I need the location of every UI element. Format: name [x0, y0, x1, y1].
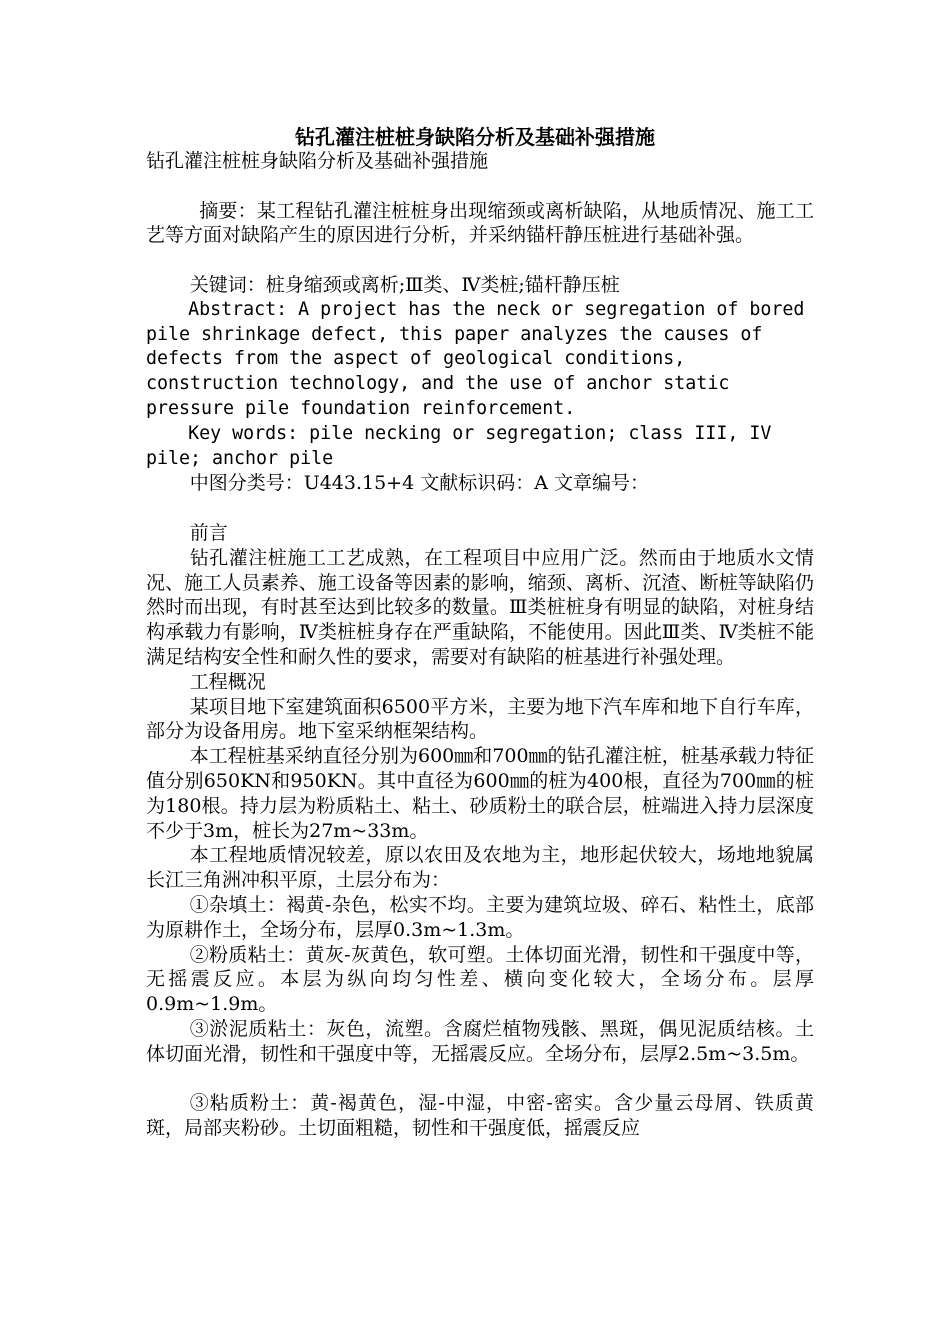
soil-layer-4: ③粘质粉土：黄-褐黄色，湿-中湿，中密-密实。含少量云母屑、铁质黄斑，局部夹粉砂。土切面粗糙，韧性和干强度低，摇震反应	[146, 1092, 814, 1140]
soil-layer-2: ②粉质粘土：黄灰-灰黄色，软可塑。土体切面光滑，韧性和干强度中等，无摇震反应。本层为纵向均匀性差、横向变化较大，全场分布。层厚0.9m~1.9m。	[146, 943, 814, 1016]
preface-paragraph: 钻孔灌注桩施工工艺成熟，在工程项目中应用广泛。然而由于地质水文情况、施工人员素养、施工设备等因素的影响，缩颈、离析、沉渣、断桩等缺陷仍然时而出现，有时甚至达到比较多的数量。Ⅲ类桩桩身有明显的缺陷，对桩身结构承载力有影响，Ⅳ类桩桩身存在严重缺陷，不能使用。因此Ⅲ类、Ⅳ类桩不能满足结构安全性和耐久性的要求，需要对有缺陷的桩基进行补强处理。	[146, 546, 814, 668]
document-title: 钻孔灌注桩桩身缺陷分析及基础补强措施	[295, 125, 655, 149]
keywords-en: Key words: pile necking or segregation; class III, IV pile; anchor pile	[146, 422, 772, 469]
abstract-cn: 摘要：某工程钻孔灌注桩桩身出现缩颈或离析缺陷，从地质情况、施工工艺等方面对缺陷产生的原因进行分析，并采纳锚杆静压桩进行基础补强。	[146, 199, 814, 247]
document-body	[146, 149, 814, 1141]
overview-paragraph-2: 本工程桩基采纳直径分别为600㎜和700㎜的钻孔灌注桩，桩基承载力特征值分别650KN和950KN。其中直径为600㎜的桩为400根，直径为700㎜的桩为180根。持力层为粉质粘土、粘土、砂质粉土的联合层，桩端进入持力层深度不少于3m，桩长为27m~33m。	[146, 745, 814, 842]
section-heading-overview: 工程概况	[189, 670, 266, 693]
classification-line: 中图分类号：U443.15+4 文献标识码：A 文章编号：	[189, 472, 649, 495]
abstract-en: Abstract: A project has the neck or segregation of bored pile shrinkage defect, this paper analyzes the causes of defects from the aspect of geological conditions, construction technology, and the use of anchor static pressure pile foundation reinforcement.	[146, 298, 805, 419]
soil-layer-3: ③淤泥质粘土：灰色，流塑。含腐烂植物残骸、黑斑，偶见泥质结核。土体切面光滑，韧性和干强度中等，无摇震反应。全场分布，层厚2.5m~3.5m。	[146, 1017, 814, 1065]
section-heading-preface: 前言	[189, 521, 228, 544]
overview-paragraph-1: 某项目地下室建筑面积6500平方米，主要为地下汽车库和地下自行车库，部分为设备用房。地下室采纳框架结构。	[146, 695, 814, 743]
blank-line	[146, 174, 814, 199]
blank-line	[146, 496, 814, 521]
blank-line	[146, 1066, 814, 1091]
document-subtitle: 钻孔灌注桩桩身缺陷分析及基础补强措施	[146, 150, 489, 172]
blank-line	[146, 248, 814, 273]
keywords-cn: 关键词：桩身缩颈或离析;Ⅲ类、Ⅳ类桩;锚杆静压桩	[189, 273, 620, 296]
soil-layer-1: ①杂填土：褐黄-杂色，松实不均。主要为建筑垃圾、碎石、粘性土，底部为原耕作土，全场分布，层厚0.3m~1.3m。	[146, 893, 814, 941]
overview-paragraph-3: 本工程地质情况较差，原以农田及农地为主，地形起伏较大，场地地貌属长江三角洲冲积平原，土层分布为：	[146, 844, 814, 892]
